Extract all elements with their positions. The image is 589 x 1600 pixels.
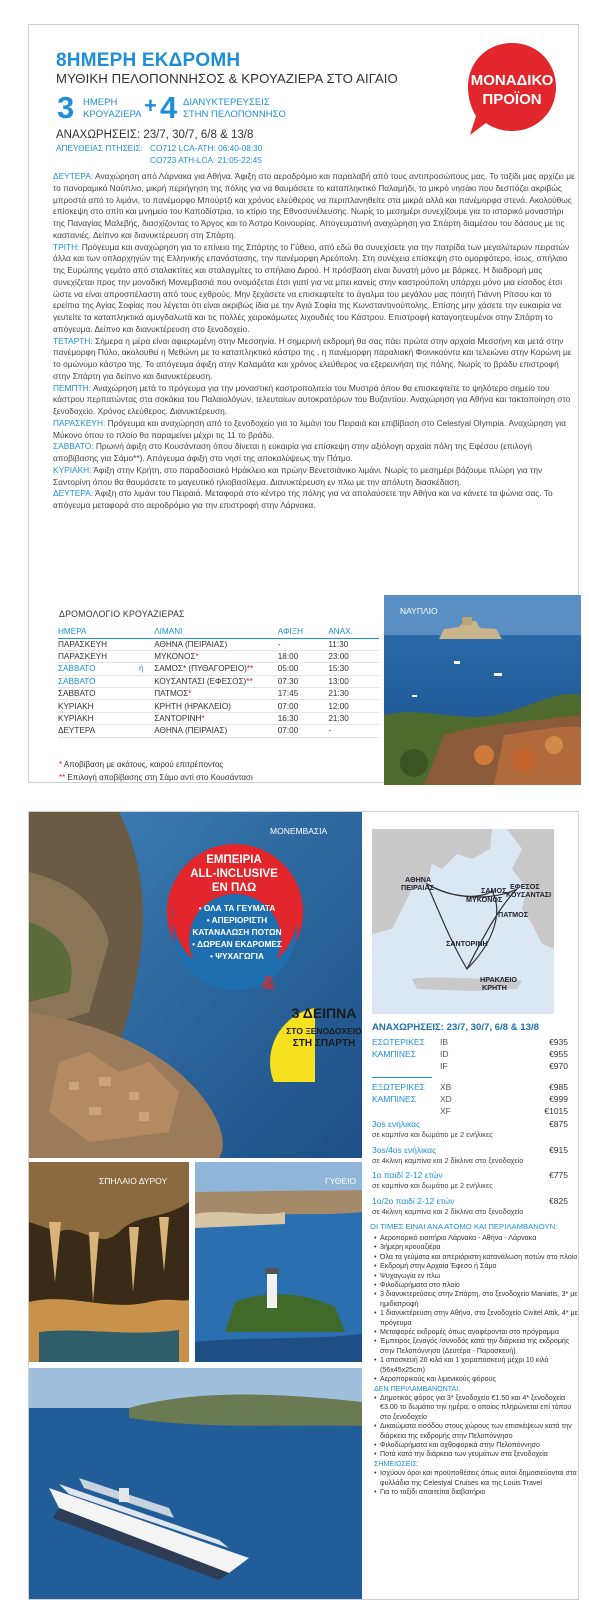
not-included-heading: ΔΕΝ ΠΕΡΙΛΑΜΒΑΝΟΝΤΑΙ: (374, 1384, 461, 1393)
day-text: Πρόγευμα και αναχώρηση από το ξενοδοχείο για το λιμάνι του Πειραιά και επιβίβαση στο Celestyal Olympia. Αναχώρηση για Μύκονο όπου το πλοίο θα παραμείνει μέχρι τις 11 το βράδυ. (53, 417, 566, 440)
map-label-kousantasi: ΚΟΥΣΑΝΤΑΣΙ (506, 890, 552, 899)
badge-text-line2: ΠΡΟΪΟΝ (482, 91, 542, 108)
itinerary-day (53, 336, 577, 383)
tour-subtitle: ΜΥΘΙΚΗ ΠΕΛΟΠΟΝΝΗΣΟΣ & ΚΡΟΥΑΖΙΕΡΑ ΣΤΟ ΑΙΓΑΙΟ (56, 71, 398, 86)
diros-cave-photo (29, 1162, 189, 1362)
day-label: ΤΕΤΑΡΤΗ: (53, 335, 93, 346)
day-label: ΤΡΙΤΗ: (53, 241, 80, 252)
port-star: * (195, 652, 199, 662)
col-port: ΛΙΜΑΝΙ (154, 625, 278, 638)
badge-text-line1: ΜΟΝΑΔΙΚΟ (470, 72, 554, 89)
row-or-mark (139, 675, 154, 687)
price-row (372, 1061, 568, 1073)
row-day: ΣΑΒΒΑΤΟ (58, 663, 139, 675)
row-arrival: 16:30 (278, 712, 329, 724)
row-day: ΠΑΡΑΣΚΕΥΗ (58, 650, 139, 662)
note-item: • Ισχύουν όροι και προϋποθέσεις όπως αυτοί δημοσιεύονται στα φυλλάδια της Celestyal Cruises και της Louis Travel (374, 1469, 579, 1488)
row-port (154, 688, 278, 700)
gytheio-label: ΓΥΘΕΙΟ (325, 1176, 357, 1186)
extra-price-row (372, 1196, 568, 1206)
row-day: ΚΥΡΙΑΚΗ (58, 712, 139, 724)
table-row (58, 650, 379, 662)
nafplio-photo (384, 595, 581, 785)
cabin-category: ΕΣΩΤΕΡΙΚΕΣ (372, 1037, 425, 1047)
table-row (58, 663, 379, 675)
included-item: • Όλα τα γεύματα και απεριόριστη κατανάλωση ποτών στο πλοίο (374, 1253, 579, 1262)
cabin-price: €985 (549, 1082, 568, 1092)
cabin-code: IF (440, 1061, 448, 1071)
map-label-samos: ΣΑΜΟΣ (481, 886, 507, 895)
row-departure: 21:30 (328, 712, 379, 724)
row-or-mark (139, 700, 154, 712)
day-label: ΔΕΥΤΕΡΑ: (53, 488, 94, 499)
row-departure: 23:00 (328, 650, 379, 662)
day-label: ΠΕΜΠΤΗ: (53, 382, 92, 393)
extra-category: 1ο/2ο παιδί 2-12 ετών (372, 1196, 455, 1206)
row-port (154, 663, 278, 675)
row-or-mark (139, 712, 154, 724)
list-item: • ΑΠΕΡΙΟΡΙΣΤΗ (206, 915, 268, 925)
port-name: ΜΥΚΟΝΟΣ (154, 652, 196, 662)
row-departure: - (328, 725, 379, 737)
not-included-item: • Δημοτικός φόρος για 3* ξενοδοχείο €1.50 και 4* ξενοδοχεία €3.00 το δωμάτιο την ημέρα, ο οποίος πληρώνεται επί τόπου στο ξενοδοχείο (374, 1394, 579, 1422)
row-departure: 13:00 (328, 675, 379, 687)
cabin-code: XB (440, 1082, 452, 1092)
extra-description: σε καμπίνα και δωμάτιο με 2 ενήλικες (372, 1130, 493, 1139)
extra-category: 3os ενήλικας (372, 1119, 421, 1129)
all-inclusive-line2: ALL-INCLUSIVE (190, 868, 278, 880)
included-item: • 1 αποσκευή 20 κιλά και 1 χειραποσκευή μέχρι 10 κιλά (56x45x25cm) (374, 1356, 579, 1375)
cabin-code: ID (440, 1049, 449, 1059)
stay-nights-number: 4 (160, 90, 178, 125)
map-label-piraeus: ΠΕΙΡΑΙΑΣ (401, 883, 434, 892)
price-divider (372, 1077, 432, 1078)
not-included-item: • Δικαιώματα εισόδου στους χώρους των επισκέψεων κατά την διάρκεια της εκδρομής στην Πελοπόννησο (374, 1422, 579, 1441)
extra-price-row (372, 1170, 568, 1180)
map-label-patmos: ΠΑΤΜΟΣ (498, 910, 529, 919)
table-row (58, 700, 379, 712)
note-text: Αποβίβαση με ακάτους, καιρού επιτρέποντος (62, 760, 224, 769)
port-star: * (188, 689, 192, 699)
extra-price: €825 (549, 1196, 568, 1206)
row-departure: 15:30 (328, 663, 379, 675)
row-arrival: 17:45 (278, 688, 329, 700)
tour-page-1 (28, 24, 579, 783)
day-text: Πρωινή άφιξη στο Κουσάνταση όπου δίνεται η ευκαιρία για επίσκεψη στην αξιόλογη αρχαία πόλη της Εφέσου (επιλογή αποβίβασης για Σάμο**). Απόγευμα άφιξη στο νησί της αποκαλύψεως την Πάτμο. (53, 441, 533, 463)
row-day: ΣΑΒΒΑΤΟ (58, 675, 139, 687)
cabin-category: ΚΑΜΠΙΝΕΣ (372, 1094, 416, 1104)
includes-list (374, 1234, 579, 1497)
departure-dates: ΑΝΑΧΩΡΗΣΕΙΣ: 23/7, 30/7, 6/8 & 13/8 (56, 129, 254, 141)
day-label: ΚΥΡΙΑΚΗ: (53, 464, 92, 475)
flight-outbound: CO712 LCA-ATH: 06:40-08:30 (150, 143, 263, 153)
plus-sign: + (144, 93, 157, 118)
not-included-item: • Ποτά κατά την διάρκεια των γευμάτων στα ξενοδοχεία (374, 1450, 579, 1459)
all-inclusive-line1: ΕΜΠΕΙΡΙΑ (206, 854, 262, 866)
all-inclusive-line3: ΕΝ ΠΛΩ (211, 882, 257, 894)
included-item: • Φιλοδωρήματα στο πλοίο (374, 1281, 579, 1290)
itinerary-day (53, 242, 577, 336)
note-tender (59, 760, 223, 769)
dinners-line3: ΣΤΗ ΣΠΑΡΤΗ (292, 1038, 356, 1049)
prices-departures: ΑΝΑΧΩΡΗΣΕΙΣ: 23/7, 30/7, 6/8 & 13/8 (372, 1022, 539, 1033)
day-text: Αναχώρηση μετά το πρόγευμα για την μοναστική καστροπολιτεία του Μυστρά όπου θα επισκεφτείτε το ψηλότερο σημείο του κάστρου περπατώντας στα σοκάκια του Παλαιολόγων, τελευταίων αυτοκρατόρων του Βυζαντίου. Αναχώρηση για Αθήνα και τακτοποίηση στο ξενοδοχείο. Χρόνος ελεύθερος. Διανυκτέρευση. (53, 382, 571, 416)
cruise-label-line1: ΗΜΕΡΗ (83, 97, 118, 108)
stay-label-line2: ΣΤΗΝ ΠΕΛΟΠΟΝΝΗΣΟ (183, 109, 286, 120)
col-day: ΗΜΕΡΑ (58, 625, 139, 638)
table-row (58, 725, 379, 737)
cabin-price: €1015 (544, 1106, 568, 1116)
row-port (154, 638, 278, 650)
extra-description: σε 4κλινη καμπίνα και 2 δίκλινα στο ξενοδοχείο (372, 1156, 524, 1165)
included-item: • 3ήμερη κρουαζιέρα (374, 1243, 579, 1252)
cabin-category: ΚΑΜΠΙΝΕΣ (372, 1049, 416, 1059)
row-or-mark (139, 650, 154, 662)
cabin-price: €970 (549, 1061, 568, 1071)
table-row (58, 638, 379, 650)
day-label: ΣΑΒΒΑΤΟ: (53, 441, 94, 452)
row-or-mark (139, 725, 154, 737)
row-day: ΠΑΡΑΣΚΕΥΗ (58, 638, 139, 650)
dinners-line1: 3 ΔΕΙΠΝΑ (291, 1005, 357, 1021)
list-item: • ΔΩΡΕΑΝ ΕΚΔΡΟΜΕΣ (192, 939, 282, 949)
ampersand: & (262, 973, 275, 993)
list-item: • ΨΥΧΑΓΩΓΙΑ (210, 951, 264, 961)
nafplio-label: ΝΑΥΠΛΙΟ (400, 606, 438, 616)
included-item: • Εκδρομή στην Αρχαία Έφεσο ή Σάμο (374, 1262, 579, 1271)
port-star: ** (246, 676, 253, 686)
cabin-price: €935 (549, 1037, 568, 1047)
port-name: ΣΑΜΟΣ* (ΠΥΘΑΓΟΡΕΙΟ) (154, 664, 247, 674)
flights-label: ΑΠΕΥΘΕΙΑΣ ΠΤΗΣΕΙΣ: (56, 143, 143, 153)
col-departure: ΑΝΑΧ. (328, 625, 379, 638)
cave-label: ΣΠΗΛΑΙΟ ΔΥΡΟΥ (99, 1176, 168, 1186)
row-arrival: 05:00 (278, 663, 329, 675)
itinerary-day (53, 441, 577, 465)
row-arrival: - (278, 638, 329, 650)
row-arrival: 18:00 (278, 650, 329, 662)
extra-category: 3os/4os ενήλικας (372, 1145, 437, 1155)
port-star: ** (246, 664, 254, 674)
extra-price-row (372, 1145, 568, 1155)
note-item: • Για το ταξίδι απαιτείται διαβατήριο (374, 1488, 579, 1497)
port-name: ΑΘΗΝΑ (ΠΕΙΡΑΙΑΣ) (154, 639, 228, 649)
map-label-efesos: ΕΦΕΣΟΣ (510, 882, 540, 891)
dinners-line2: ΣΤΟ ΞΕΝΟΔΟΧΕΙΟ (286, 1026, 362, 1036)
itinerary-day (53, 418, 577, 442)
day-text: Αναχώρηση από Λάρνακα για Αθήνα. Άφιξη στο αεροδρόμιο και παραλαβή από τους αντιπροσώπους μας. Το ταξίδι μας αρχίζει με το πανοραμικό Ναύπλιο, μικρή περιήγηση της πόλης για να θαυμάσετε το καταπληκτικό Παλαμήδι, το μικρό νησάκι που δεσπόζει ακριβώς μπροστά από το λιμάνι, το πανέμορφο Μπούρτζι και χρόνος ελεύθερος να περιπλανηθείτε στα μικρά αλλά και πανέμορφα στενά. Ακολούθως επίσκεψη στο σπίτι και μνημείο του Καποδίστρια, το κτίριο της Εθνοσυνέλευσης. Νωρίς το μεσημέρι συνεχίζουμε για το ιστορικό μοναστήρι της Παναγίας Μαλεβής, διασχίζοντας το Άργος και το Άστρο Κοινουρίας. Απογευματινή αναχώρηση για Σπάρτη διαμέσου του δάσους με τις καστανιές. Δείπνο και διανυκτέρευση στη Σπάρτη. (53, 171, 575, 240)
extra-price: €915 (549, 1145, 568, 1155)
includes-heading: ΟΙ ΤΙΜΕΣ ΕΙΝΑΙ ΑΝΑ ΑΤΟΜΟ ΚΑΙ ΠΕΡΙΛΑΜΒΑΝΟΥΝ: (370, 1222, 558, 1231)
included-item: • Ψυχαγωγία εν πλω (374, 1272, 579, 1281)
map-label-heraklion: ΗΡΑΚΛΕΙΟ (480, 975, 518, 984)
col-arrival: ΑΦΙΞΗ (278, 625, 329, 638)
row-or-mark (139, 688, 154, 700)
table-row (58, 712, 379, 724)
row-departure: 12:00 (328, 700, 379, 712)
port-name: ΚΡΗΤΗ (ΗΡΑΚΛΕΙΟ) (154, 701, 231, 711)
port-star: * (201, 714, 205, 724)
itinerary-day (53, 171, 577, 242)
cruise-ship-photo (29, 1368, 362, 1600)
port-name: ΚΟΥΣΑΝΤΑΣΙ (ΕΦΕΣΟΣ) (154, 676, 247, 686)
note-star: * (59, 760, 63, 769)
notes-heading: ΣΗΜΕΙΩΣΕΙΣ: (374, 1459, 419, 1468)
row-arrival: 07:00 (278, 725, 329, 737)
port-name: ΑΘΗΝΑ (ΠΕΙΡΑΙΑΣ) (154, 726, 228, 736)
map-label-santorini: ΣΑΝΤΟΡΙΝΗ (446, 939, 488, 948)
price-row (372, 1094, 568, 1106)
included-item: • 3 διανυκτερεύσεις στην Σπάρτη, στο ξενοδοχείο Maniatis, 3* με ημιδιατροφή (374, 1290, 579, 1309)
note-samos (59, 773, 253, 782)
price-row (372, 1106, 568, 1118)
cruise-label-line2: ΚΡΟΥΑΖΙΕΡΑ (83, 109, 142, 120)
included-item: • Αεροπορικούς και λιμενικούς φόρους (374, 1375, 579, 1384)
day-text: Άφιξη στο λιμάνι του Πειραιά. Μεταφορά στο κέντρο της πόλης για να απολαύσετε την Αθήνα και να κάνετε τα ψώνια σας. Το απόγευμα μεταφορά στο αεροδρόμιο για την επιστροφή στην Λάρνακα. (53, 488, 553, 510)
row-day: ΔΕΥΤΕΡΑ (58, 725, 139, 737)
all-inclusive-list (177, 902, 297, 962)
day-label: ΔΕΥΤΕΡΑ: (53, 171, 94, 181)
list-item: ΚΑΤΑΝΑΛΩΣΗ ΠΟΤΩΝ (192, 927, 282, 937)
row-arrival: 07:30 (278, 675, 329, 687)
row-port (154, 712, 278, 724)
tour-page-2 (28, 811, 579, 1600)
price-row (372, 1082, 568, 1094)
itinerary-day (53, 383, 577, 418)
cabin-code: IB (440, 1037, 449, 1047)
note-text: Επιλογή αποβίβασης στη Σάμο αντί στο Κουσάντασι (65, 773, 253, 782)
included-item: • Αεροπορικό εισιτήριο Λάρνακα - Αθήνα - Λάρνακα (374, 1234, 579, 1243)
flight-return: CO723 ATH-LCA: 21:05-22:45 (150, 155, 262, 165)
extra-price: €875 (549, 1119, 568, 1129)
itinerary-day (53, 488, 577, 512)
row-or-mark (139, 638, 154, 650)
row-day: ΣΑΒΒΑΤΟ (58, 688, 139, 700)
map-label-crete: ΚΡΗΤΗ (482, 983, 507, 992)
cruise-days-number: 3 (57, 90, 75, 125)
monemvasia-label: ΜΟΝΕΜΒΑΣΙΑ (270, 826, 328, 836)
cabin-category: ΕΞΩΤΕΡΙΚΕΣ (372, 1082, 426, 1092)
table-row (58, 688, 379, 700)
extra-description: σε καμπίνα και δωμάτιο με 2 ενήλικες (372, 1181, 493, 1190)
cruise-schedule-table (58, 625, 379, 738)
day-text: Άφιξη στην Κρήτη, στο παραδοσιακό Ηράκλειο και πρώην Βενετσιάνικο λιμάνι. Νωρίς το μεσημέρι βάζουμε πλώρη για την Σαντορίνη όπου θα θαυμάσετε το μαγευτικό ηλιοβασίλεμα. Διανυκτέρευση εν πλω με την απόλυτη διασκέδαση. (53, 464, 543, 487)
cruise-schedule-title: ΔΡΟΜΟΛΟΓΙΟ ΚΡΟΥΑΖΙΕΡΑΣ (59, 609, 185, 619)
itinerary (53, 171, 577, 512)
included-item: • 1 διανυκτέρευση στην Αθήνα, στο ξενοδοχείο Civitel Attik, 4* με πρόγευμα (374, 1309, 579, 1328)
row-port (154, 675, 278, 687)
gytheio-photo (195, 1162, 362, 1362)
list-item: • ΟΛΑ ΤΑ ΓΕΥΜΑΤΑ (198, 903, 276, 913)
extra-description: σε 4κλινη καμπίνα και 2 δίκλινα στο ξενοδοχείο (372, 1207, 524, 1216)
port-name: ΠΑΤΜΟΣ (154, 689, 189, 699)
price-row (372, 1037, 568, 1049)
cabin-code: XF (440, 1106, 451, 1116)
row-day: ΚΥΡΙΑΚΗ (58, 700, 139, 712)
cabin-price: €999 (549, 1094, 568, 1104)
row-port (154, 725, 278, 737)
stay-label-line1: ΔΙΑΝΥΚΤΕΡΕΥΣΕΙΣ (183, 97, 270, 108)
extra-category: 1ο παιδί 2-12 ετών (372, 1170, 443, 1180)
row-departure: 11:30 (328, 638, 379, 650)
row-or-mark: ή (139, 663, 154, 675)
table-header-row (58, 625, 379, 638)
map-label-mykonos: ΜΥΚΟΝΟΣ (466, 895, 503, 904)
row-departure: 21:30 (328, 688, 379, 700)
row-port (154, 700, 278, 712)
row-port (154, 650, 278, 662)
extra-price-row (372, 1119, 568, 1129)
cabin-price: €955 (549, 1049, 568, 1059)
tour-title: 8ΗΜΕΡΗ ΕΚΔΡΟΜΗ (56, 50, 241, 71)
table-row (58, 675, 379, 687)
included-item: • Έμπειρος ξεναγός /συνοδός κατά την διάρκεια της εκδρομής στην Πελοπόννησο (Δευτέρα - Παρασκευή) (374, 1337, 579, 1356)
unique-product-badge (462, 39, 562, 139)
cabin-code: XD (440, 1094, 452, 1104)
map-label-athens: ΑΘΗΝΑ (405, 875, 432, 884)
row-arrival: 07:00 (278, 700, 329, 712)
note-star: ** (59, 773, 66, 782)
extra-price: €775 (549, 1170, 568, 1180)
day-text: Σήμερα η μέρα είναι αφιερωμένη στην Μεσσηνία. Η σημερινή εκδρομή θα σας πάει πρώτα στην αρχαία Μεσσήνη και μετά στην πανέμορφη Πύλο, ακολουθεί η Μεθώνη με το καταπληκτικό κάστρο της , η πανέμορφη παραλιακή Φοινικούντα και τελειώνει στην Κορώνη με το ομώνυμο κάστρο της. Το απόγευμα άφιξη στην Καλαμάτα και χρόνος ελεύθερος να εξερευνήση της πόλης. Νωρίς το βράδυ επιστροφή στην Σπάρτη για δείπνο και διανυκτέρευση. (53, 335, 572, 381)
col-mark (139, 625, 154, 638)
included-item: • Μεταφορές εκδρομές όπως αναφέρονται στο πρόγραμμα (374, 1328, 579, 1337)
not-included-item: • Φιλοδωρήματα και αχθοφορικά στην Πελοπόννησο (374, 1441, 579, 1450)
cruise-route-map (372, 829, 554, 1014)
day-text: Πρόγευμα και αναχώρηση για το επίνειο της Σπάρτης το Γύθειο, από εδώ θα συνεχίσετε για την πατρίδα των μεγαλύτερων πειρατών άλλα και των οπλαρχηγών της Ελληνικής επανάστασης, την πανέμορφη Αρεόπολη. Στη συνέχεια επίσκεψη στο ομορφότερο, ίσως, σπήλαιο της Ευρώπης γεμάτο από σταλακτίτες και σταλαγμίτες το σπήλαιο Διρού. Η πρόσβαση είναι δυνατή μόνο με βάρκες. Η διαδρομή μας συνεχίζεται προς την μοναδική Μονεμβασιά που ονομάζεται έτσι γιατί για να μπει κανείς στην καστρούπολη υπάρχει μόνο μια είσοδος έτσι ώστε να είναι απροσπέλαστη από τους εχθρούς. Μην ξεχάσετε να επισκεφτείτε το άγαλμα του μεγάλου μας ποιητή Γιάννη Ρίτσου και το ερείπια της Αγίας Σοφίας που λέγεται ότι είναι ακριβώς ίδια με την Αγιά Σοφία της Κωνσταντινούπολης. Επίσης μην χάσετε την ευκαιρία να γευτείτε τα καταπληκτικά αμυγδαλωτά και τις πολλές χειροκάμωτες λιχουδιές του Κάστρου. Επιστροφή καταγοητευμένοι στην Σπάρτη το απόγευμα. Δείπνο και διανυκτέρευση στο ξενοδοχείο. (53, 241, 570, 334)
itinerary-day (53, 465, 577, 489)
port-name: ΣΑΝΤΟΡΙΝΗ (154, 714, 202, 724)
day-label: ΠΑΡΑΣΚΕΥΗ: (53, 417, 106, 428)
price-row (372, 1049, 568, 1061)
